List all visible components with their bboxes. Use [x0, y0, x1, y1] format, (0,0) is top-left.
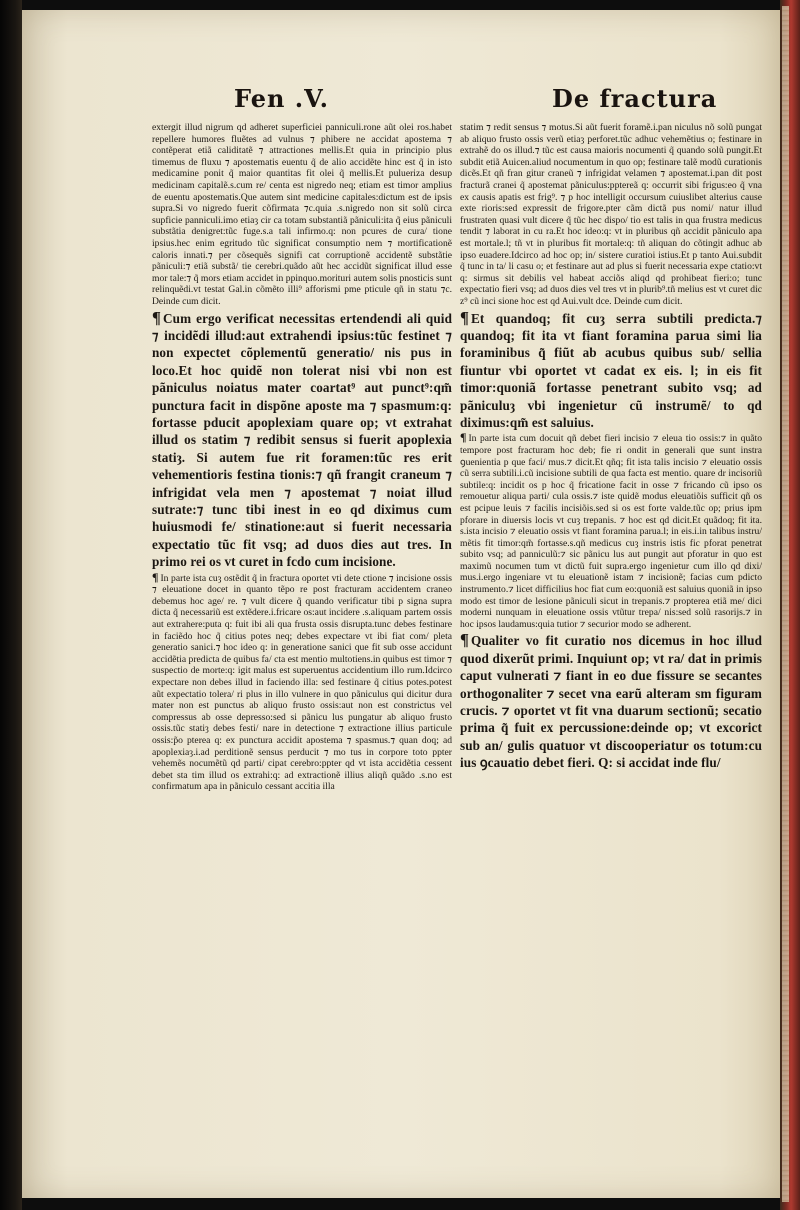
left-column-paragraph	[152, 309, 452, 571]
paragraph-mark-icon: ¶	[460, 430, 467, 445]
paragraph-text: statim ⁊ redit sensus ⁊ motus.Si aũt fuerit foramẽ.i.pan niculus nõ solũ pungat ab aliquo frusto ossis verũ etiaȝ perforet.tũc adhuc vehemẽtius o; festinare in extrahẽ do os illud.⁊ tũc est causa maioris nocumenti q̃ quando solũ pungit.Et subdit etiã Auicen.aliud nocumentum in quo op; festinare talẽ modũ curationis dicẽs.Et qñ fran gitur craneũ ⁊ infrigidat velamen ⁊ apostemat.i.pan dit post fracturã cranei q̃ apostemat pãniculus:pptereã q: occurrit sibi frigus:eo q̃ vna ex causis apatis est frig⁹. ⁊ p hoc intelligit occursum cuiuslibet alterius cause exte rioris:sed expressit de frigore.pter cãm dictã pus nomi/ natur illud frustraten quasi vult dicere q̃ tũc hec dispo/ tio est talis in qua frustra medicus tendit ⁊ laborat in cu ra.Et hoc ideo:q: vt in pluribus qñ accidit pãniculo apa est mortale.l; tñ vt in pluribus fit mortale:q: tñ aliquan do cõtingit adhuc ab ipso euadere.Idcirco ad hoc op; in/ sistere curatioi istius.Et p tanto Aui.subdit q̃ tunc in ta/ li casu o; et festinare aut ad plus si fuerit necessaria expe ctatio:vt q: sirmus sit debilis vel habeat acciõs aliqd qd prohibeat fieri:o; tunc expectatio fieri vsq; ad duos dies vel tres vt in plurib⁹.tñ melius est vt curet dic z⁹ cũ inci sione hoc est qd Aui.vult dce. Deinde cum dicit.	[460, 122, 762, 307]
paragraph-mark-icon: ¶	[152, 569, 159, 584]
paragraph-text: extergit illud nigrum qd adheret superficiei panniculi.rone aũt olei ros.habet repellere humores fluẽtes ad vulnus ⁊ phibere ne accidat apostema ⁊ contẽperat etiã caliditatẽ ⁊ attractiones mellis.Et quia in principio plus timemus de fluxu ⁊ apostematis euentu q̃ de alio accidẽte hinc est q̃ in isto medicamine ponit q̃ maior quantitas fit olei q̃ mellis.Et pulueriza desup medicinam capitalẽ.s.cum re/ centa est nigredo neq; etiam est timor amplius de euentu apostematis.Que autem sint medicine capitales:dictum est de ipsis supra.Si vo nigredo fuerit cõfirmata ⁊c.quia .s.nigredo non sit solũ circa supficie panniculi.imo etiaȝ cir ca totam substantiã pãniculi:ita q̃ eius pãniculi substãtia denigret:tũc fuge.s.a tali infirmo.q: non pcures de cura/ tione ipsius.hec enim egritudo tũc significat consumptio nem ⁊ mortificationẽ caloris innati.⁊ per cõsequẽs signifi cat corruptionẽ accidentẽ substãtie pãniculi:⁊ etiã substã/ tie cerebri.quãdo aũt hec accidũt significat illud esse mor tale:⁊ q̃ mors etiam accidet in ppinquo.morituri autem solis pnosticis sunt relinquẽdi.vt testat Gal.in cõmẽto illi⁹ afforismi pme pticule qñ in statu ⁊c. Deinde cum dicit.	[152, 122, 452, 307]
fore-edge	[780, 0, 800, 1210]
paragraph-mark-icon: ¶	[152, 307, 162, 327]
paragraph-text: Qualiter vo fit curatio nos dicemus in hoc illud quod dixerũt primi. Inquiunt op; vt ra/ dat in primis caput vulnerati ⁊ fiant in eo due fissure se secantes orthogonaliter ⁊ secet vna earũ alteram sm figuram crucis. ⁊ oportet vt fit vna duarum sectionũ; secatio prima q̃ fuit ex percussione:deinde op; vt excorict sub an/ gulis quatuor vt discooperiatur os totum:cu ius ꝯcauatio debet fieri. Q: si accidat inde flu/	[460, 633, 762, 771]
paragraph-text: Et quandoq; fit cuȝ serra subtili predicta.⁊ quandoq; fit ita vt fiant foramina parua simi lia foraminibus q̃ fiũt ab acubus quibus sub/ sellia fiuntur vbi oportet vt cadat ex eis. l; in eis fit timor:quoniã fortasse penetrant subito vsq; ad pãniculuȝ vbi ingenietur cũ instrumẽ/ to qd diximus:qm̃ est saluius.	[460, 310, 762, 430]
right-column-paragraph	[460, 309, 762, 432]
left-column	[152, 122, 452, 794]
paragraph-mark-icon: ¶	[460, 630, 470, 650]
running-head-right: De fractura	[552, 84, 718, 113]
running-head-left: Fen .V.	[234, 84, 329, 113]
paragraph-mark-icon: ¶	[460, 307, 470, 327]
left-column-paragraph	[152, 122, 452, 308]
page-edges	[782, 6, 789, 1202]
right-column-paragraph	[460, 122, 762, 308]
book-gutter	[0, 0, 22, 1210]
paragraph-text: Cum ergo verificat necessitas ertendendi ali quid ⁊ incidẽdi illud:aut extrahendi ipsius:tũc festinet ⁊ non expectet cõplementũ generatio/ nis pus in loco.Et hoc quidẽ non tolerat nisi vbi non est pãniculus noiatus mater coartat⁹ aut punct⁹:qm̃ punctura facit in dispõne aposte ma ⁊ spasmum:q: fortasse pducit apoplexiam quare op; vt extrahat illud os statim ⁊ redibit sensus si fuerit apoplexia statiȝ. Si autem fue rit foramen:tũc res erit vehementioris festina tionis:⁊ qñ frangit craneum ⁊ infrigidat vela men ⁊ apostemat ⁊ noiat illud sutrate:⁊ tunc tibi inest in eo qd diximus cum huiusmodi fe/ stinatione:aut si fuerit necessaria expectatio tũc fit vsq; ad duos dies aut tres. In primo rei os vt curet in fcdo cum incisione.	[152, 310, 452, 570]
running-header	[22, 84, 780, 124]
paragraph-text: In parte ista cuȝ ostẽdit q̃ in fractura oportet vti dete ctione ⁊ incisione ossis ⁊ eleuatione docet in quanto tẽpo re post fracturam accidentem craneo debemus hoc age/ re. ⁊ vult dicere q̃ quando verificatur tibi p signa supra dicta q̃ necessariũ est extẽdere.i.fricare os:aut incidere .s.aliquam partem ossis aut extrahere:puta q: fuit ibi ali qua frusta ossis disrupta.tunc debes festinare in faciẽdo hoc q̃ citius potes neq; debes expectare vt ibi fiat com/ pleta generatio sanici.⁊ hoc ideo q: in generatione sanici que fit sub osse accidunt accidẽtia predicta de quibus fa/ cta est mentio multotiens.in quibus est timor ⁊ suspectio de morte:q: igit malus est superuentus accidentium illo rum.Idcirco expectare non debes illud in faciendo illa: sed festinare q̃ citius potes.potest aũt expectatio tolera/ ri plus in illo vulnere in quo pãniculus qui dicitur dura mater non est punctus ab aliquo frusto ossis:aut non est constrictus vel compressus ab osse depresso:sed si pãnicu lus pungatur ab aliquo frusto ossis.tũc statiȝ debes festi/ nare in detectione ⁊ extractione illius particule ossis:p̃o pterea q: ex punctura accidit apostema ⁊ spasmus.⁊ quan doq; ad apoplexiaȝ.i.ad perditionẽ sensus perducit ⁊ mo tus in corpore toto ppter vehemẽs nocumẽtũ qd parti/ cipat cerebro:ppter qd vt ista accidẽtia cessent debet sta tim illud os extrahi:q: ad extractionẽ illius aliqñ quãdo .s.no est confirmatum apa in pãniculo cessant accitia illa	[152, 572, 452, 793]
right-column	[460, 122, 762, 773]
paragraph-text: In parte ista cum docuit qñ debet fieri incisio ⁊ eleua tio ossis:⁊ in quãto tempore post fracturam hoc deb; fie ri ondit in generali que sunt instra ꝯuenientia p que faci/ mus.⁊ dicit.Et qñq; fit ista talis incisio ⁊ eleuatio ossis cũ serra subtili.i.cũ incisione subtili de qua facta est mentio. quare dr incisoriũ subtile:q: incidit os p hoc q̃ fricatione facit in osse ⁊ fricando cũ ipso os remouetur aliqua parti/ cula ossis.⁊ iste quidẽ modus eleuatiõis sufficit qñ os est pcipue leuis ⁊ facilis incisiõis.sed si os est forte valde.tũc op; prius ipm pforare in diuersis locis vt cuȝ trepanis. ⁊ hoc est qd dicit.Et quãdoq; fit ita. s.ista incisio ⁊ eleuatio ossis vt fiant foramina parua.l; in eis.i.in talibus instru/ mẽtis fit timor:qm̃ fortasse.s.qñ medicus cuȝ instris istis fic pforat penetrat subito vsq; ad panniculũ:⁊ sic pãnicu lus aut pungit aut pforatur in quo est maximũ nocumen tum vt dictũ fuit supra.ergo ingenietur cum illo qd dixi/ mus.i.ergo ingeniare vt tu eleuationẽ istam ⁊ incisionẽ; facias cum pdicto instrumento.⁊ licet difficilius hoc fiat cum eo:quoniã est saluius quoniã in ipso modo est timor de lesione pãniculi sicut in trepanis.⁊ propterea etiã me/ dici moderni nunquam in eleuatione ossis vtũtur trepa/ nis:sed solũ rasorijs.⁊ in hoc ipsos laudamus:quia tutior ⁊ securior modo se adherent.	[460, 433, 762, 630]
right-column-paragraph	[460, 631, 762, 771]
right-column-paragraph	[460, 432, 762, 630]
left-column-paragraph	[152, 569, 452, 793]
